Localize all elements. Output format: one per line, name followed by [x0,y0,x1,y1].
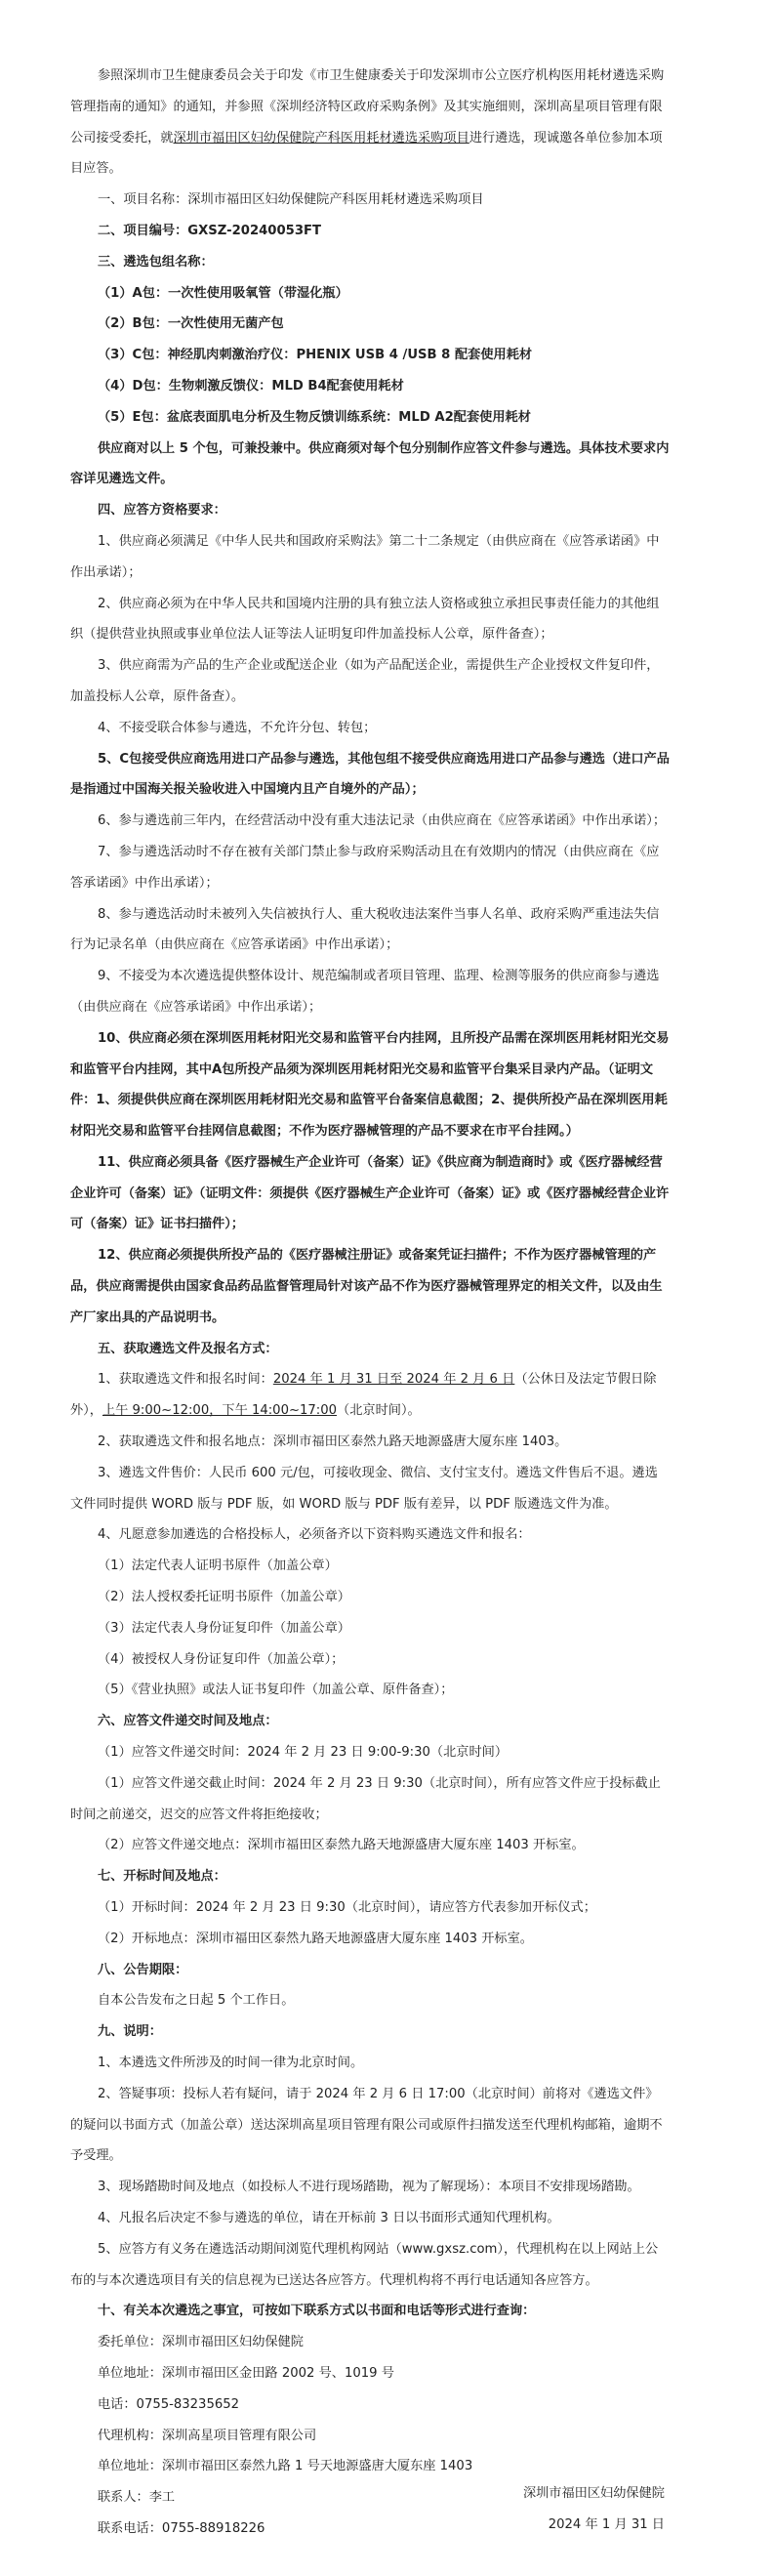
project-name: 一、项目名称：深圳市福田区妇幼保健院产科医用耗材遴选采购项目 [98,192,484,208]
doc-2: （2）法人授权委托证明书原件（加盖公章） [98,1590,350,1605]
section-qualification-heading: 四、应答方资格要求： [98,503,226,519]
doc-5: （5）《营业执照》或法人证书复印件（加盖公章、原件备查）； [98,1683,454,1698]
note-2: 2、答疑事项：投标人若有疑问，请于 2024 年 2 月 6 日 17:00（北京时间）前将对《遴选文件》的疑问以书面方式（加盖公章）送达深圳高星项目管理有限公司或原件扫描发送至代理机构邮箱，逾期不予受理。 [70,2086,663,2164]
req-9: 9、不接受为本次遴选提供整体设计、规范编制或者项目管理、监理、检测等服务的供应商参与遴选（由供应商在《应答承诺函》中作出承诺）； [70,969,660,1015]
doc-3: （3）法定代表人身份证复印件（加盖公章） [98,1620,350,1636]
obtain-location: 2、获取遴选文件和报名地点：深圳市福田区泰然九路天地源盛唐大厦东座 1403。 [98,1434,568,1450]
req-12: 12、供应商必须提供所投产品的《医疗器械注册证》或备案凭证扫描件；不作为医疗器械管理的产品，供应商需提供由国家食品药品监督管理局针对该产品不作为医疗器械管理界定的相关文件，以及由生产厂家出具的产品说明书。 [70,1248,663,1325]
project-number: 二、项目编号：GXSZ-20240053FT [98,223,322,238]
section-packages-heading: 三、遴选包组名称： [98,254,214,270]
req-3: 3、供应商需为产品的生产企业或配送企业（如为产品配送企业，需提供生产企业授权文件复印件，加盖投标人公章，原件备查）。 [70,658,660,704]
req-6: 6、参与遴选前三年内，在经营活动中没有重大违法记录（由供应商在《应答承诺函》中作出承诺）； [98,813,667,829]
note-1: 1、本遴选文件所涉及的时间一律为北京时间。 [98,2056,364,2070]
submission-time: （1）应答文件递交时间：2024 年 2 月 23 日 9:00-9:30（北京时间） [98,1745,509,1761]
req-8: 8、参与遴选活动时未被列入失信被执行人、重大税收违法案件当事人名单、政府采购严重违法失信行为记录名单（由供应商在《应答承诺函》中作出承诺）； [70,906,660,953]
contact-phone: 联系电话：0755-88918226 [98,2520,265,2536]
announcement-body [70,61,670,2545]
obtain-time: 1、获取遴选文件和报名时间：2024 年 1 月 31 日至 2024 年 2 月 6 日（公休日及法定节假日除外），上午 9:00~12:00，下午 14:00~17:00（北京时间）。 [70,1372,657,1419]
section-contact-heading: 十、有关本次遴选之事宜，可按如下联系方式以书面和电话等形式进行查询： [98,2304,536,2319]
req-4: 4、不接受联合体参与遴选，不允许分包、转包； [98,720,377,735]
signature-date: 2024 年 1 月 31 日 [548,2516,665,2532]
note-3: 3、现场踏勘时间及地点（如投标人不进行现场踏勘，视为了解现场）：本项目不安排现场踏勘。 [98,2180,640,2195]
package-c: （3）C包：神经肌肉刺激治疗仪：PHENIX USB 4 /USB 8 配套使用耗材 [98,348,533,363]
req-7: 7、参与遴选活动时不存在被有关部门禁止参与政府采购活动且在有效期内的情况（由供应商在《应答承诺函》中作出承诺）； [70,844,660,891]
contact-person: 联系人：李工 [98,2490,176,2506]
contact-agency: 代理机构：深圳高星项目管理有限公司 [98,2428,317,2443]
opening-location: （2）开标地点：深圳市福田区泰然九路天地源盛唐大厦东座 1403 开标室。 [98,1931,533,1946]
contact-client-phone: 电话：0755-83235652 [98,2396,240,2412]
section-notes-heading: 九、说明： [98,2024,162,2040]
intro-paragraph: 参照深圳市卫生健康委员会关于印发《市卫生健康委关于印发深圳市公立医疗机构医用耗材遴选采购管理指南的通知》的通知，并参照《深圳经济特区政府采购条例》及其实施细则，深圳高星项目管理有限公司接受委托，就深圳市福田区妇幼保健院产科医用耗材遴选采购项目进行遴选，现诚邀各单位参加本项目应答。 [70,68,665,177]
req-1: 1、供应商必须满足《中华人民共和国政府采购法》第二十二条规定（由供应商在《应答承诺函》中作出承诺）； [70,533,660,580]
package-d: （4）D包：生物刺激反馈仪：MLD B4配套使用耗材 [98,378,404,394]
package-a: （1）A包：一次性使用吸氧管（带湿化瓶） [98,285,348,301]
contact-client-address: 单位地址：深圳市福田区金田路 2002 号、1019 号 [98,2365,394,2381]
project-name-underlined: 深圳市福田区妇幼保健院产科医用耗材遴选采购项目 [173,130,469,145]
opening-time: （1）开标时间：2024 年 2 月 23 日 9:30（北京时间），请应答方代表参加开标仪式； [98,1900,596,1916]
req-10: 10、供应商必须在深圳医用耗材阳光交易和监管平台内挂网，且所投产品需在深圳医用耗材阳光交易和监管平台内挂网，其中A包所投产品须为深圳医用耗材阳光交易和监管平台集采目录内产品。（证明文件：1、须提供供应商在深圳医用耗材阳光交易和监管平台备案信息截图；2、提供所投产品在深圳医用耗材阳光交易和监管平台挂网信息截图；不作为医疗器械管理的产品不要求在市平台挂网。） [70,1030,670,1140]
section-period-heading: 八、公告期限： [98,1962,188,1977]
section-submission-heading: 六、应答文件递交时间及地点： [98,1714,278,1729]
submission-location: （2）应答文件递交地点：深圳市福田区泰然九路天地源盛唐大厦东座 1403 开标室。 [98,1838,585,1853]
obtain-price: 3、遴选文件售价：人民币 600 元/包，可接收现金、微信、支付宝支付。遴选文件售后不退。遴选文件同时提供 WORD 版与 PDF 版，如 WORD 版与 PDF 版有差异，以 PDF 版遴选文件为准。 [70,1465,658,1512]
package-b: （2）B包：一次性使用无菌产包 [98,316,284,332]
contact-client: 委托单位：深圳市福田区妇幼保健院 [98,2335,304,2350]
signature-block [523,2478,665,2541]
section-opening-heading: 七、开标时间及地点： [98,1869,226,1885]
obtain-materials: 4、凡愿意参加遴选的合格投标人，必须备齐以下资料购买遴选文件和报名： [98,1527,531,1543]
section-obtain-heading: 五、获取遴选文件及报名方式： [98,1341,278,1356]
period-text: 自本公告发布之日起 5 个工作日。 [98,1993,295,2009]
doc-4: （4）被授权人身份证复印件（加盖公章）； [98,1651,345,1667]
submission-deadline: （1）应答文件递交截止时间：2024 年 2 月 23 日 9:30（北京时间），所有应答文件应于投标截止时间之前递交，迟交的应答文件将拒绝接收； [70,1775,661,1822]
req-2: 2、供应商必须为在中华人民共和国境内注册的具有独立法人资格或独立承担民事责任能力的其他组织（提供营业执照或事业单位法人证等法人证明复印件加盖投标人公章，原件备查）； [70,596,660,643]
doc-1: （1）法定代表人证明书原件（加盖公章） [98,1558,338,1574]
package-e: （5）E包：盆底表面肌电分析及生物反馈训练系统：MLD A2配套使用耗材 [98,409,531,425]
package-note: 供应商对以上 5 个包，可兼投兼中。供应商须对每个包分别制作应答文件参与遴选。具体技术要求内容详见遴选文件。 [70,440,670,487]
contact-agency-address: 单位地址：深圳市福田区泰然九路 1 号天地源盛唐大厦东座 1403 [98,2459,473,2474]
req-11: 11、供应商必须具备《医疗器械生产企业许可（备案）证》《供应商为制造商时》或《医疗器械经营企业许可（备案）证》（证明文件：须提供《医疗器械生产企业许可（备案）证》或《医疗器械经营企业许可（备案）证》证书扫描件）； [70,1154,670,1232]
req-5: 5、C包接受供应商选用进口产品参与遴选，其他包组不接受供应商选用进口产品参与遴选（进口产品是指通过中国海关报关验收进入中国境内且产自境外的产品）； [70,751,670,798]
note-5: 5、应答方有义务在遴选活动期间浏览代理机构网站（www.gxsz.com），代理机构在以上网站上公布的与本次遴选项目有关的信息视为已送达各应答方。代理机构将不再行电话通知各应答方。 [70,2241,659,2288]
signature-org: 深圳市福田区妇幼保健院 [522,2486,665,2501]
note-4: 4、凡报名后决定不参与遴选的单位，请在开标前 3 日以书面形式通知代理机构。 [98,2210,560,2225]
